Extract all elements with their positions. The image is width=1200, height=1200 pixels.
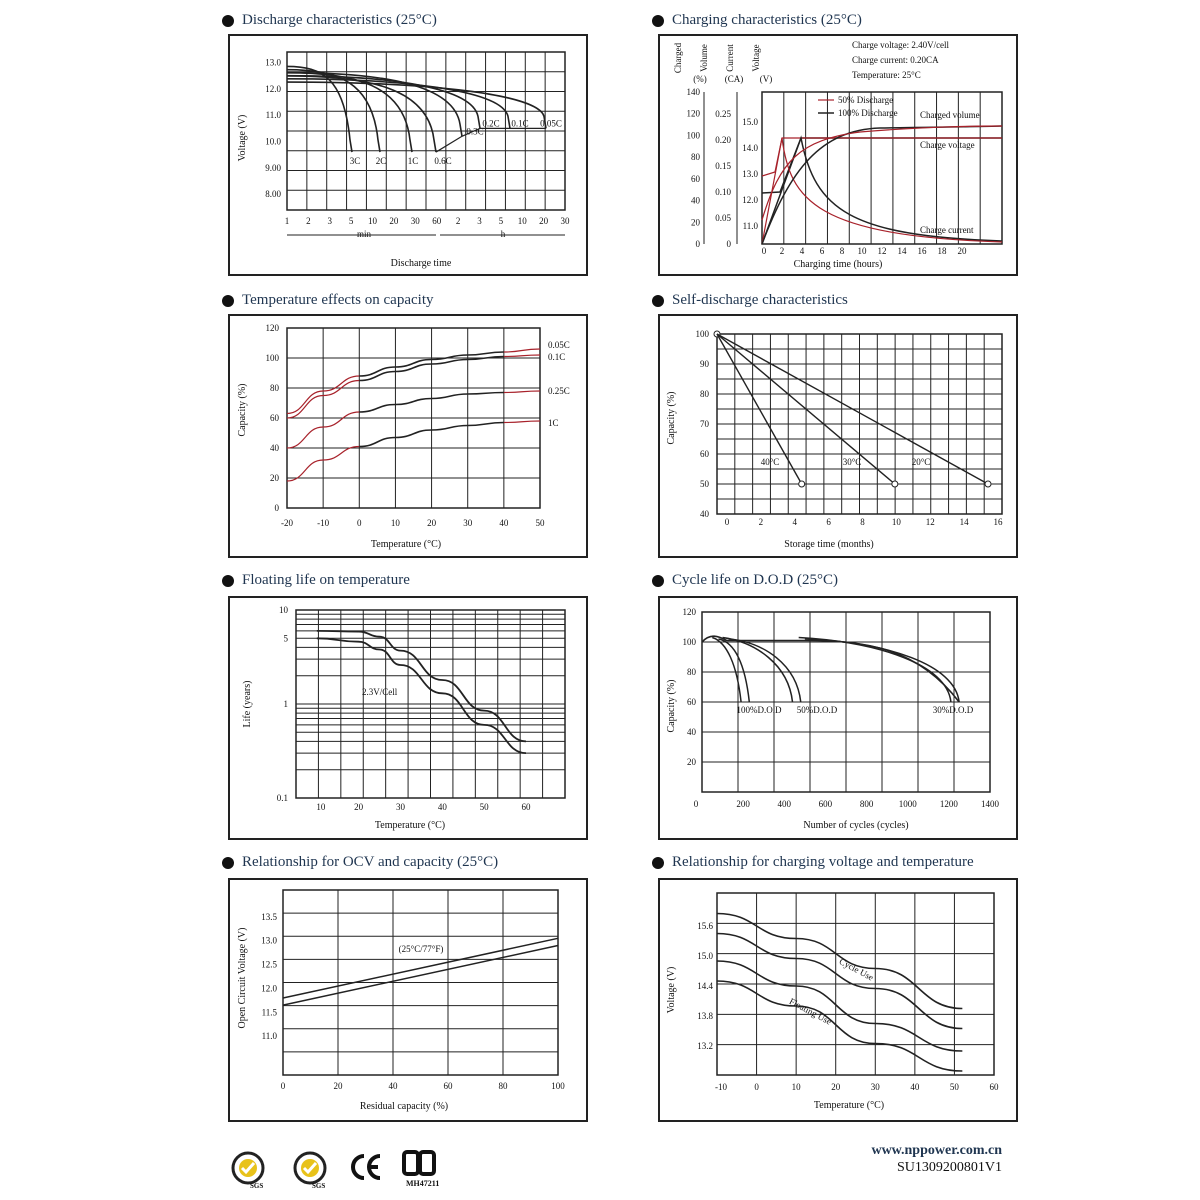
floating-ytick: 10: [279, 605, 288, 615]
discharge-end-line: [436, 128, 546, 152]
charging-hdr-voltage: Voltage: [751, 44, 761, 72]
discharge-xtick: 5: [348, 216, 354, 226]
chgvolt-label-cycle: Cycle Use: [837, 956, 876, 983]
ocv-annotation: (25°C/77°F): [398, 944, 444, 954]
discharge-curve-label-2C: 2C: [375, 156, 387, 167]
selfdischarge-xtick: 8: [860, 517, 865, 527]
discharge-xtick: 30: [410, 216, 420, 226]
floating-xtick: 40: [437, 802, 447, 812]
cycle-xlabel: Number of cycles (cycles): [803, 820, 909, 831]
discharge-ytick: 10.0: [265, 136, 281, 147]
charging-note: Charge current: 0.20CA: [852, 55, 939, 65]
chgvolt-ylabel: Voltage (V): [666, 966, 677, 1014]
charging-tick-volume: 120: [686, 108, 700, 119]
discharge-xlabel: Discharge time: [390, 258, 452, 269]
temperature-ytick: 80: [270, 383, 279, 393]
cycle-curve-50%D.O.D-lower: [723, 638, 793, 703]
cycle-grid: [702, 612, 990, 792]
charging-hdr-ca: (CA): [724, 74, 744, 84]
discharge-curve-0.1C: [287, 79, 510, 129]
charging-xtick: 20: [957, 246, 967, 256]
selfdischarge-xtick: 12: [925, 517, 935, 527]
ocv-ytick: 11.5: [261, 1007, 277, 1018]
discharge-xtick: 10: [517, 216, 527, 226]
charging-hdr-v: (V): [759, 74, 773, 84]
discharge-curve-label-0.2C: 0.2C: [482, 118, 500, 129]
chgvolt-xtick: -10: [715, 1082, 727, 1092]
chgvolt-title-text: Relationship for charging voltage and temperature: [672, 854, 974, 870]
selfdischarge-xtick: 4: [792, 517, 797, 527]
selfdischarge-title-text: Self-discharge characteristics: [672, 292, 848, 308]
selfdischarge-xtick: 2: [758, 517, 764, 527]
cycle-xtick: 800: [859, 799, 874, 809]
floating-xlabel: Temperature (°C): [374, 820, 446, 831]
cycle-curve-base: [702, 636, 959, 702]
chgvolt-label-floating: Floating Use: [787, 996, 834, 1027]
temperature-ytick: 40: [270, 443, 279, 453]
footer-url[interactable]: www.nppower.com.cn: [871, 1143, 1002, 1158]
charging-xtick: 2: [779, 246, 785, 256]
temperature-xtick: 50: [535, 518, 545, 528]
charging-tick-current: 0.05: [715, 213, 731, 223]
temperature-xtick: -20: [281, 518, 293, 528]
selfdischarge-label-40°C: 40°C: [760, 457, 780, 467]
ocv-grid: [283, 890, 558, 1075]
discharge-curve-label-0.05C: 0.05C: [540, 118, 562, 129]
sgs-logo-2-text: SGS: [312, 1182, 326, 1190]
sgs-logo-icon: [228, 1150, 268, 1190]
chgvolt-xtick: 50: [949, 1082, 959, 1092]
chgvolt-xtick: 30: [870, 1082, 880, 1092]
charging-xtick: 6: [819, 246, 825, 256]
discharge-curve-label-0.3C: 0.3C: [466, 126, 484, 137]
charging-xtick: 0: [761, 246, 767, 256]
ocv-ytick: 12.5: [261, 959, 277, 970]
cycle-xtick: 1000: [898, 799, 917, 809]
selfdischarge-xtick: 10: [891, 517, 901, 527]
temperature-xlabel: Temperature (°C): [370, 539, 442, 550]
charging-tick-current: 0.15: [715, 161, 731, 171]
selfdischarge-xtick: 0: [724, 517, 730, 527]
discharge-ytick: 9.00: [265, 162, 281, 173]
discharge-xtick: 10: [368, 216, 378, 226]
charging-tick-volume: 0: [695, 239, 700, 249]
chgvolt-ytick: 15.0: [697, 951, 713, 961]
discharge-h-label: h: [500, 229, 506, 239]
temperature-curve-1C-hot: [504, 421, 540, 423]
selfdischarge-ytick: 40: [700, 509, 709, 519]
temperature-ylabel: Capacity (%): [237, 383, 248, 437]
discharge-min-label: min: [356, 229, 372, 239]
chgvolt-ytick: 13.2: [697, 1041, 713, 1051]
charging-xtick: 18: [937, 246, 947, 256]
temperature-grid: [287, 328, 540, 508]
selfdischarge-xlabel: Storage time (months): [784, 539, 874, 550]
cycle-ytick: 120: [682, 607, 696, 617]
selfdischarge-ytick: 90: [700, 359, 709, 369]
charging-hdr-pct: (%): [693, 74, 707, 84]
charging-note: Temperature: 25°C: [852, 70, 921, 80]
temperature-xtick: 10: [390, 518, 400, 528]
temperature-ytick: 0: [274, 503, 279, 513]
ocv-xlabel: Residual capacity (%): [359, 1101, 449, 1112]
chgvolt-xtick: 20: [831, 1082, 841, 1092]
ul-mark-text: MH47211: [406, 1179, 440, 1188]
sgs-logo-2-icon: [290, 1150, 330, 1190]
ocv-ylabel: Open Circuit Voltage (V): [237, 927, 248, 1029]
discharge-curve-label-0.1C: 0.1C: [511, 118, 529, 129]
chgvolt-ytick: 14.4: [697, 981, 713, 991]
floating-xtick: 10: [316, 802, 326, 812]
charging-tick-volume: 40: [691, 195, 700, 206]
ocv-xtick: 80: [498, 1081, 508, 1091]
discharge-ytick: 13.0: [265, 57, 281, 68]
chgvolt-xlabel: Temperature (°C): [813, 1100, 885, 1111]
temperature-label-0.05C: 0.05C: [548, 340, 570, 350]
charging-ann-volume: Charged volume: [920, 110, 980, 120]
selfdischarge-xtick: 14: [959, 517, 969, 527]
selfdischarge-ytick: 100: [695, 329, 709, 339]
ocv-xtick: 0: [280, 1081, 286, 1091]
temperature-curve-0.05C-hot: [504, 349, 540, 352]
discharge-ylabel: Voltage (V): [237, 114, 248, 162]
ul-mark-icon: [400, 1150, 444, 1190]
temperature-ytick: 100: [265, 353, 279, 363]
charging-xtick: 10: [857, 246, 867, 256]
floating-xtick: 30: [396, 802, 405, 812]
cycle-xtick: 1400: [981, 799, 999, 809]
temperature-ytick: 120: [265, 323, 279, 333]
charging-xtick: 12: [877, 246, 887, 256]
charging-xtick: 16: [917, 246, 927, 256]
discharge-xtick: 2: [306, 216, 311, 226]
floating-ytick: 0.1: [276, 793, 288, 803]
discharge-title-text: Discharge characteristics (25°C): [242, 12, 437, 28]
ocv-xtick: 100: [551, 1081, 565, 1091]
temperature-curve-0.25C-hot: [504, 391, 540, 393]
floating-xtick: 50: [479, 802, 489, 812]
cycle-ytick: 100: [682, 637, 696, 647]
temperature-xtick: 40: [499, 518, 509, 528]
discharge-curve-label-0.6C: 0.6C: [434, 156, 452, 167]
temperature-xtick: 20: [427, 518, 437, 528]
selfdischarge-end-marker-40°C: [799, 481, 805, 487]
ocv-xtick: 20: [333, 1081, 343, 1091]
charging-tick-voltage: 12.0: [742, 195, 758, 205]
ce-mark-icon: [350, 1150, 384, 1184]
ocv-ytick: 11.0: [261, 1031, 277, 1042]
cycle-xtick: 0: [693, 799, 699, 809]
cycle-label-100%D.O.D: 100%D.O.D: [736, 705, 782, 715]
discharge-ytick: 11.0: [265, 110, 281, 121]
charging-ann-voltage: Charge voltage: [920, 140, 975, 150]
ocv-ytick: 12.0: [261, 983, 277, 994]
selfdischarge-ytick: 80: [700, 389, 709, 399]
floating-grid: [296, 610, 565, 798]
charging-tick-voltage: 13.0: [742, 169, 758, 179]
chgvolt-xtick: 60: [989, 1082, 999, 1092]
ocv-xtick: 60: [443, 1081, 453, 1091]
discharge-xtick: 30: [560, 216, 570, 226]
discharge-curve-label-1C: 1C: [407, 156, 419, 167]
selfdischarge-grid: [717, 334, 1002, 514]
ocv-line-lower: [283, 946, 558, 1006]
cycle-ytick: 60: [687, 697, 696, 707]
sgs-logo-text: SGS: [250, 1182, 264, 1190]
cycle-title-text: Cycle life on D.O.D (25°C): [672, 572, 838, 588]
charging-hdr-current: Current: [725, 44, 735, 72]
selfdischarge-end-marker-20°C: [985, 481, 991, 487]
discharge-xtick: 3: [477, 216, 482, 226]
cycle-ylabel: Capacity (%): [666, 679, 677, 733]
selfdischarge-ytick: 60: [700, 449, 709, 459]
floating-xtick: 60: [521, 802, 531, 812]
charging-tick-voltage: 14.0: [742, 143, 758, 153]
footer-code: SU1309200801V1: [896, 1160, 1002, 1175]
selfdischarge-xtick: 6: [826, 517, 831, 527]
floating-ytick: 1: [283, 699, 288, 709]
charging-tick-voltage: 11.0: [742, 221, 758, 231]
charging-hdr-volume: Volume: [699, 44, 709, 72]
charging-tick-volume: 20: [691, 217, 700, 228]
temperature-label-1C: 1C: [548, 418, 559, 428]
temperature-xtick: 0: [357, 518, 362, 528]
chgvolt-ytick: 13.8: [697, 1011, 713, 1021]
selfdischarge-label-30°C: 30°C: [842, 457, 862, 467]
cycle-curve-100%D.O.D-lower: [712, 638, 741, 703]
chgvolt-xtick: 40: [910, 1082, 920, 1092]
charging-hdr-charged: Charged: [673, 42, 683, 74]
selfdischarge-ytick: 70: [700, 419, 709, 429]
cycle-label-50%D.O.D: 50%D.O.D: [796, 705, 838, 715]
ocv-title-text: Relationship for OCV and capacity (25°C): [242, 854, 499, 870]
cycle-xtick: 600: [818, 799, 833, 809]
selfdischarge-xtick: 16: [993, 517, 1003, 527]
selfdischarge-end-marker-30°C: [892, 481, 898, 487]
charging-title-text: Charging characteristics (25°C): [672, 12, 862, 28]
temperature-curve-0.1C-hot: [504, 355, 540, 357]
ocv-xtick: 40: [388, 1081, 398, 1091]
discharge-xtick: 60: [432, 216, 442, 226]
temperature-xtick: -10: [317, 518, 330, 528]
chgvolt-xtick: 0: [754, 1082, 759, 1092]
discharge-xtick: 3: [327, 216, 333, 226]
cycle-xtick: 400: [777, 799, 792, 809]
charging-legend-100: 100% Discharge: [838, 108, 898, 118]
charging-note: Charge voltage: 2.40V/cell: [852, 40, 950, 50]
charging-tick-current: 0.20: [715, 135, 731, 145]
temperature-ytick: 60: [270, 413, 279, 423]
temperature-label-0.1C: 0.1C: [548, 352, 566, 362]
discharge-curve-label-3C: 3C: [349, 156, 361, 167]
charging-ann-current: Charge current: [920, 225, 974, 235]
discharge-xtick: 2: [455, 216, 461, 226]
cycle-xtick: 200: [736, 799, 750, 809]
charging-tick-volume: 80: [691, 152, 700, 163]
discharge-xtick: 20: [389, 216, 399, 226]
selfdischarge-ylabel: Capacity (%): [666, 391, 677, 445]
selfdischarge-ytick: 50: [700, 479, 709, 489]
ocv-ytick: 13.5: [261, 911, 277, 922]
charging-tick-voltage: 15.0: [742, 117, 758, 127]
temperature-label-0.25C: 0.25C: [548, 386, 570, 396]
cycle-ytick: 80: [687, 667, 696, 677]
temperature-ytick: 20: [270, 473, 279, 483]
ocv-ytick: 13.0: [261, 935, 277, 946]
cycle-label-30%D.O.D: 30%D.O.D: [932, 705, 974, 715]
floating-annotation: 2.3V/Cell: [362, 687, 398, 697]
discharge-ytick: 8.00: [265, 189, 281, 200]
cycle-xtick: 1200: [939, 799, 958, 809]
floating-title-text: Floating life on temperature: [242, 572, 410, 588]
charging-legend-50: 50% Discharge: [838, 95, 894, 105]
discharge-xtick: 5: [498, 216, 504, 226]
cycle-curve-100%D.O.D: [718, 639, 749, 702]
floating-ylabel: Life (years): [242, 680, 253, 728]
charging-tick-volume: 100: [686, 130, 700, 141]
charging-tick-current: 0.10: [715, 187, 731, 197]
charging-xlabel: Charging time (hours): [793, 259, 883, 270]
charging-tick-volume: 60: [691, 173, 700, 184]
cycle-ytick: 20: [687, 757, 696, 767]
charging-tick-volume: 140: [686, 87, 700, 97]
temperature-xtick: 30: [463, 518, 473, 528]
discharge-curve-0.6C: [287, 76, 436, 152]
floating-xtick: 20: [354, 802, 364, 812]
charging-tick-current: 0: [726, 239, 731, 249]
charging-xtick: 8: [839, 246, 845, 256]
chgvolt-ytick: 15.6: [697, 921, 713, 931]
charging-tick-current: 0.25: [715, 109, 731, 119]
charging-xtick: 14: [897, 246, 907, 256]
cycle-ytick: 40: [687, 727, 696, 737]
discharge-xtick: 1: [284, 216, 290, 226]
floating-ytick: 5: [283, 633, 288, 644]
floating-curve-lower: [317, 638, 526, 753]
chgvolt-xtick: 10: [791, 1082, 801, 1092]
temperature-title-text: Temperature effects on capacity: [242, 292, 434, 308]
discharge-ytick: 12.0: [265, 83, 281, 94]
chgvolt-grid: [717, 893, 994, 1075]
discharge-xtick: 20: [539, 216, 549, 226]
chgvolt-curve-Floating-Use: [717, 961, 962, 1051]
charging-xtick: 4: [799, 246, 805, 256]
selfdischarge-label-20°C: 20°C: [911, 457, 931, 467]
